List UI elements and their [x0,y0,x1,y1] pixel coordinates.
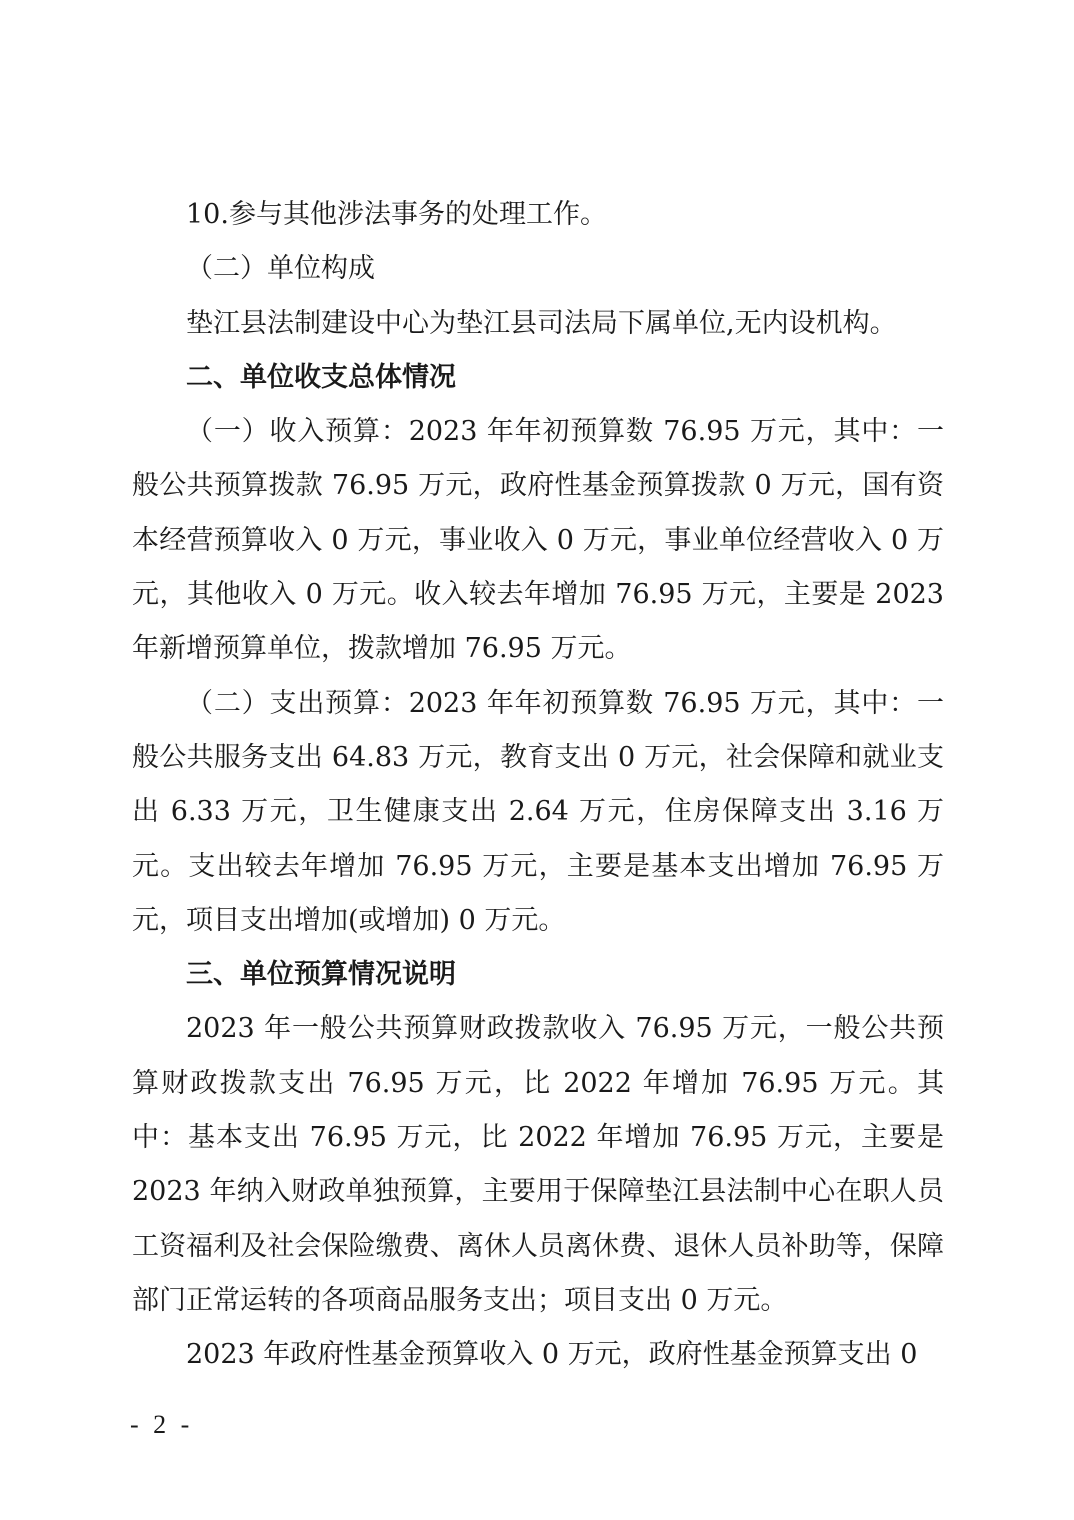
income-budget-paragraph: （一）收入预算：2023 年年初预算数 76.95 万元，其中：一般公共预算拨款 76.95 万元，政府性基金预算拨款 0 万元，国有资本经营预算收入 0 万元，事业收入 0 万元，事业单位经营收入 0 万元，其他收入 0 万元。收入较去年增加 76.95 万元，主要是 2023 年新增预算单位，拨款增加 76.95 万元。 [132,416,944,665]
section-heading-overall-budget: 二、单位收支总体情况 [186,361,456,393]
page-number: - 2 - [130,1410,194,1439]
general-budget-paragraph: 2023 年一般公共预算财政拨款收入 76.95 万元，一般公共预算财政拨款支出 76.95 万元，比 2022 年增加 76.95 万元。其中：基本支出 76.95 万元，比 2022 年增加 76.95 万元，主要是 2023 年纳入财政单独预算，主要用于保障垫江县法制中心在职人员工资福利及社会保险缴费、离休人员离休费、退休人员补助等，保障部门正常运转的各项商品服务支出；项目支出 0 万元。 [132,1013,944,1316]
document-body [132,188,944,1383]
section-heading-budget-explanation: 三、单位预算情况说明 [186,959,456,991]
expenditure-budget-paragraph: （二）支出预算：2023 年年初预算数 76.95 万元，其中：一般公共服务支出 64.83 万元，教育支出 0 万元，社会保障和就业支出 6.33 万元，卫生健康支出 2.64 万元，住房保障支出 3.16 万元。支出较去年增加 76.95 万元，主要是基本支出增加 76.95 万元，项目支出增加(或增加) 0 万元。 [132,687,944,936]
unit-composition-text: 垫江县法制建设中心为垫江县司法局下属单位,无内设机构。 [186,307,897,339]
item-10-text: 10.参与其他涉法事务的处理工作。 [186,199,607,230]
fund-budget-paragraph: 2023 年政府性基金预算收入 0 万元，政府性基金预算支出 0 [186,1339,918,1371]
subheading-unit-composition: （二）单位构成 [186,253,375,285]
